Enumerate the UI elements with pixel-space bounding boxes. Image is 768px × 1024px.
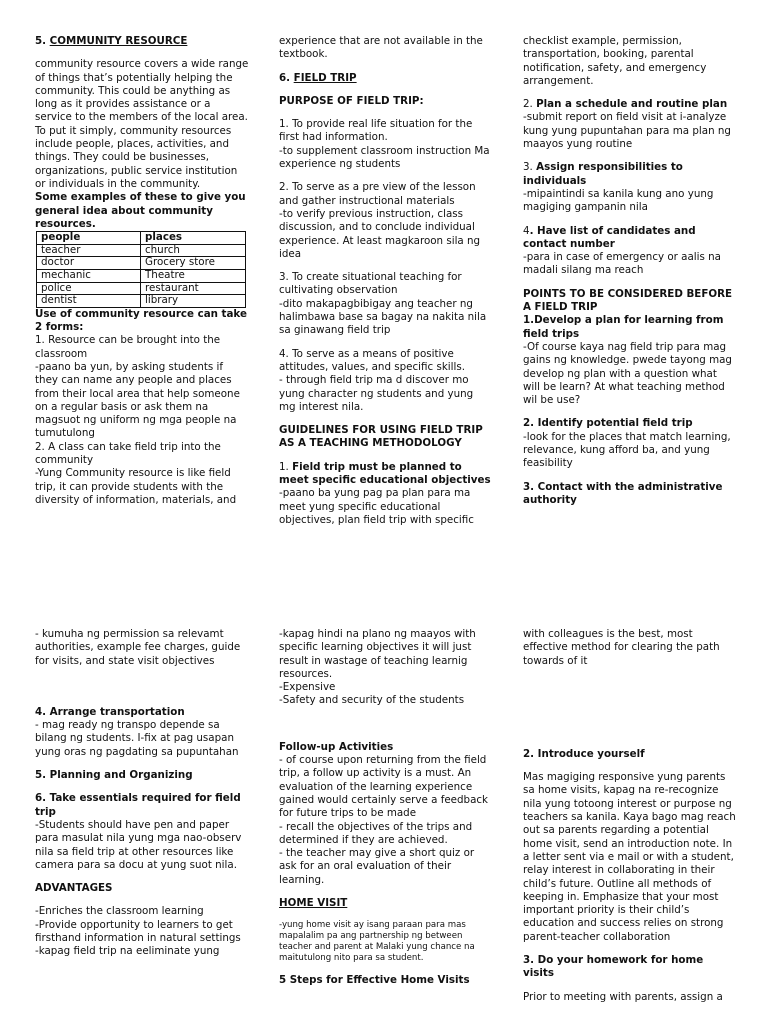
table-cell: dentist xyxy=(37,295,141,308)
point-note: -Of course kaya nag field trip para mag gains ng knowledge. pwede tayong mag develop ng plan with a question what will be learn? At what teaching method wil be use? xyxy=(523,340,732,407)
top-column-3 xyxy=(523,35,737,517)
step-3 xyxy=(523,161,737,214)
home-visit-heading: HOME VISIT xyxy=(279,897,348,910)
purpose-item xyxy=(279,181,493,261)
table-cell: church xyxy=(141,244,246,257)
paragraph-continued: with colleagues is the best, most effective method for clearing the path towards of it xyxy=(523,628,720,667)
point-note: -look for the places that match learning, relevance, kung afford ba, and yung feasibility xyxy=(523,430,731,470)
paragraph-form-2: 2. A class can take field trip into the community xyxy=(35,440,221,466)
advantage-1: -Enriches the classroom learning xyxy=(35,905,204,918)
table-row xyxy=(37,269,246,282)
advantages-heading: ADVANTAGES xyxy=(35,882,113,895)
limitation-2: -Expensive xyxy=(279,681,336,694)
item-note: -Students should have pen and paper para masulat nila yung mga nao-observ nila sa field trip at other resources like camera para sa docu at yung suot nila. xyxy=(35,818,242,871)
heading-text: FIELD TRIP xyxy=(293,71,357,84)
introduce-yourself-heading: 2. Introduce yourself xyxy=(523,747,645,760)
limitation-3: -Safety and security of the students xyxy=(279,694,465,707)
community-resources-table xyxy=(36,231,246,308)
step-note: -para in case of emergency or aalis na madali silang ma reach xyxy=(523,251,721,277)
step-note: -submit report on field visit at i-analyze kung yung pupuntahan para ma plan ng maayos yung routine xyxy=(523,111,731,151)
step-2 xyxy=(523,98,737,151)
paragraph-continued: - kumuha ng permission sa relevamt authorities, example fee charges, guide for visits, and state visit objectives xyxy=(35,628,241,667)
advantage-2: -Provide opportunity to learners to get firsthand information in natural settings xyxy=(35,918,241,945)
step-number: 3. xyxy=(523,161,537,174)
table-header-cell: places xyxy=(141,232,246,245)
guideline-title: Field trip must be planned to meet specific educational objectives xyxy=(279,460,491,487)
paragraph-examples-intro: Some examples of these to give you general idea about community resources. xyxy=(35,191,246,230)
top-column-1 xyxy=(35,35,249,507)
heading-text: COMMUNITY RESOURCE xyxy=(49,35,188,47)
step-title: . Have list of candidates and contact number xyxy=(523,224,696,250)
homework-text: Prior to meeting with parents, assign a xyxy=(523,990,723,1003)
limitation-1: -kapag hindi na plano ng maayos with specific learning objectives it will just result in wastage of teaching learnig resources. xyxy=(279,628,476,680)
paragraph-continued: checklist example, permission, transportation, booking, parental notification, safety, and emergency arrangement. xyxy=(523,35,707,87)
steps-heading: 5 Steps for Effective Home Visits xyxy=(279,974,470,987)
table-cell: library xyxy=(141,295,246,308)
point-3: 3. Contact with the administrative authority xyxy=(523,480,723,506)
table-cell: Grocery store xyxy=(141,257,246,270)
bottom-column-2 xyxy=(279,628,493,998)
step-title: Plan a schedule and routine plan xyxy=(536,98,728,111)
item-title: 4. Arrange transportation xyxy=(35,705,185,718)
guideline-number: 1. xyxy=(279,460,293,473)
paragraph-continued: experience that are not available in the textbook. xyxy=(279,35,483,61)
table-cell: teacher xyxy=(37,244,141,257)
item-take-essentials xyxy=(35,792,249,872)
table-row xyxy=(37,282,246,295)
step-note: -mipaintindi sa kanila kung ano yung magiging gampanin nila xyxy=(523,187,714,214)
item-title: 6. Take essentials required for field trip xyxy=(35,792,241,818)
home-visit-text: -yung home visit ay isang paraan para mas mapalalim pa ang partnership ng between teacher and parent at Malaki yung chance na maitutulong nito para sa student. xyxy=(279,920,475,964)
step-title: Assign responsibilities to individuals xyxy=(523,161,683,187)
paragraph-form-1: 1. Resource can be brought into the classroom xyxy=(35,334,221,360)
bottom-column-1 xyxy=(35,628,249,959)
guidelines-heading: GUIDELINES FOR USING FIELD TRIP AS A TEACHING METHODOLOGY xyxy=(279,424,483,450)
purpose-heading: PURPOSE OF FIELD TRIP: xyxy=(279,94,424,107)
table-header-row xyxy=(37,232,246,245)
table-row xyxy=(37,244,246,257)
step-4 xyxy=(523,225,737,278)
purpose-item xyxy=(279,348,493,414)
purpose-text: 3. To create situational teaching for cultivating observation xyxy=(279,271,462,297)
purpose-note: -to supplement classroom instruction Ma experience ng students xyxy=(279,144,490,171)
purpose-text: 4. To serve as a means of positive attitudes, values, and specific skills. xyxy=(279,347,465,373)
item-arrange-transportation xyxy=(35,706,249,759)
purpose-item xyxy=(279,271,493,337)
advantage-3: -kapag field trip na eeliminate yung xyxy=(35,945,220,958)
point-title: 2. Identify potential field trip xyxy=(523,417,693,430)
purpose-note: -dito makapagbibigay ang teacher ng halimbawa base sa bagay na nakita nila sa ginawang field trip xyxy=(279,297,487,337)
purpose-note: -to verify previous instruction, class discussion, and to conclude individual experience. At least magkaroon sila ng idea xyxy=(279,207,481,260)
purpose-item xyxy=(279,118,493,171)
table-row xyxy=(37,257,246,270)
table-header-cell: people xyxy=(37,232,141,245)
top-column-2 xyxy=(279,35,493,527)
table-row xyxy=(37,295,246,308)
heading-number: 6. xyxy=(279,71,294,84)
followup-3: - the teacher may give a short quiz or ask for an oral evaluation of their learning. xyxy=(279,847,475,886)
points-heading: POINTS TO BE CONSIDERED BEFORE A FIELD TRIP xyxy=(523,287,733,314)
paragraph-use-heading: Use of community resource can take 2 forms: xyxy=(35,307,247,334)
paragraph-form-2-note: -Yung Community resource is like field trip, it can provide students with the diversity of information, materials, and xyxy=(35,467,237,506)
guideline-1-note: -paano ba yung pag pa plan para ma meet yung specific educational objectives, plan field trip with specific xyxy=(279,487,474,526)
point-2 xyxy=(523,417,737,470)
point-title: 1.Develop a plan for learning from field trips xyxy=(523,314,724,340)
step-number: 2. xyxy=(523,98,537,111)
purpose-text: 2. To serve as a pre view of the lesson and gather instructional materials xyxy=(279,181,476,207)
table-cell: police xyxy=(37,282,141,295)
table-cell: doctor xyxy=(37,257,141,270)
paragraph-intro: community resource covers a wide range of things that’s potentially helping the community. This could be anything as long as it provides assistance or a service to the members of the local area. To put it simply, community resources include people, places, activities, and things. They could be businesses, organizations, public service institution or individuals in the community. xyxy=(35,58,249,190)
introduce-yourself-text: Mas magiging responsive yung parents sa home visits, kapag na re-recognize nila yung totoong interest or purpose ng teachers sa kanila. Kaya bago mag reach out sa parents regarding a potential home visit, send an introduction note. In a letter sent via e mail or with a student, relay interest in collaborating in their child’s future. Outline all methods of keeping in. Emphasize that your most important priority is their child’s education and success relies on strong parent-teacher collaboration xyxy=(523,771,736,943)
step-number: 4 xyxy=(523,224,530,237)
point-1 xyxy=(523,314,737,407)
followup-1: - of course upon returning from the field trip, a follow up activity is a must. An evaluation of the learning experience gained would certainly serve a feedback for future trips to be made xyxy=(279,754,489,820)
bottom-column-3 xyxy=(523,628,737,1004)
item-planning-organizing: 5. Planning and Organizing xyxy=(35,769,193,782)
homework-heading: 3. Do your homework for home visits xyxy=(523,954,704,980)
purpose-note: - through field trip ma d discover mo yung character ng students and yung mg interest nila. xyxy=(279,374,474,413)
followup-2: - recall the objectives of the trips and determined if they are achieved. xyxy=(279,820,473,846)
table-cell: Theatre xyxy=(141,269,246,282)
followup-heading: Follow-up Activities xyxy=(279,740,394,753)
paragraph-form-1-note: -paano ba yun, by asking students if they can name any people and places from their local area that help someone on a regular basis or ask them na magsuot ng uniform ng mga people na tumutulong xyxy=(35,360,240,440)
item-note: - mag ready ng transpo depende sa bilang ng students. I-fix at pag usapan yung oras ng pagdating sa pupuntahan xyxy=(35,719,239,758)
section-heading-community-resource xyxy=(35,35,249,48)
purpose-text: 1. To provide real life situation for the first had information. xyxy=(279,118,473,144)
section-heading-field-trip xyxy=(279,72,493,85)
heading-number: 5. xyxy=(35,35,50,47)
guideline-1 xyxy=(279,461,493,488)
table-cell: restaurant xyxy=(141,282,246,295)
table-cell: mechanic xyxy=(37,269,141,282)
